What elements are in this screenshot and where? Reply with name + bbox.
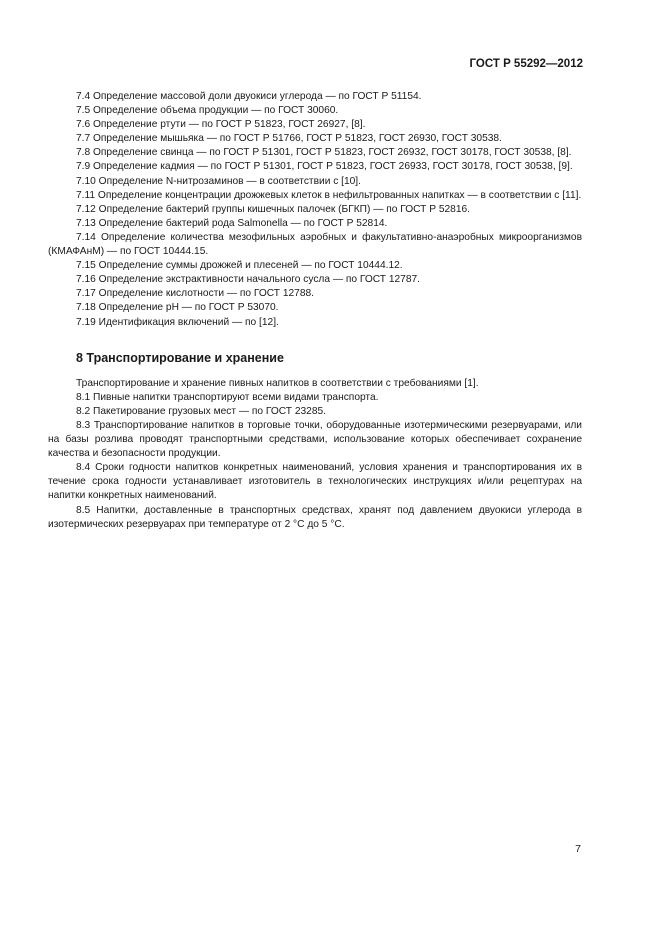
section-heading: 8 Транспортирование и хранение (76, 350, 284, 365)
list-item: 7.8 Определение свинца — по ГОСТ Р 51301, ГОСТ Р 51823, ГОСТ 26932, ГОСТ 30178, ГОСТ 30538, [8]. (76, 147, 572, 159)
list-item: 7.15 Определение суммы дрожжей и плесеней — по ГОСТ 10444.12. (76, 260, 403, 272)
list-item: 7.7 Определение мышьяка — по ГОСТ Р 51766, ГОСТ Р 51823, ГОСТ 26930, ГОСТ 30538. (76, 133, 502, 145)
list-item: 7.11 Определение концентрации дрожжевых клеток в нефильтрованных напитках — в соответствии с [11]. (76, 189, 582, 201)
paragraph: Транспортирование и хранение пивных напитков в соответствии с требованиями [1]. (76, 377, 479, 389)
document-body (48, 90, 582, 532)
paragraph: 8.5 Напитки, доставленные в транспортных средствах, хранят под давлением двуокиси углерода в изотермических резервуарах при температуре от 2 °С до 5 °С. (48, 504, 582, 530)
list-item: 7.13 Определение бактерий рода Salmonella — по ГОСТ Р 52814. (76, 217, 388, 229)
list-item: 7.6 Определение ртути — по ГОСТ Р 51823, ГОСТ 26927, [8]. (76, 119, 366, 131)
document-header: ГОСТ Р 55292—2012 (469, 58, 583, 70)
list-item: 7.4 Определение массовой доли двуокиси углерода — по ГОСТ Р 51154. (76, 91, 422, 102)
paragraph: 8.3 Транспортирование напитков в торговые точки, оборудованные изотермическими резервуарами, или на базы розлива проводят транспортными средствами, использование которых обеспечивает сохранение качества и безопасности продукции. (48, 419, 582, 460)
list-item: 7.9 Определение кадмия — по ГОСТ Р 51301, ГОСТ Р 51823, ГОСТ 26933, ГОСТ 30178, ГОСТ 30538, [9]. (76, 161, 573, 173)
paragraph: 8.2 Пакетирование грузовых мест — по ГОСТ 23285. (76, 405, 326, 417)
list-item: 7.12 Определение бактерий группы кишечных палочек (БГКП) — по ГОСТ Р 52816. (76, 203, 470, 215)
list-item: 7.18 Определение pH — по ГОСТ Р 53070. (76, 302, 279, 314)
list-item: 7.14 Определение количества мезофильных аэробных и факультативно-анаэробных микроорганизмов (КМАФАнМ) — по ГОСТ 10444.15. (48, 231, 582, 258)
list-item: 7.16 Определение экстрактивности начального сусла — по ГОСТ 12787. (76, 274, 420, 286)
list-item: 7.17 Определение кислотности — по ГОСТ 12788. (76, 288, 315, 300)
paragraph: 8.1 Пивные напитки транспортируют всеми видами транспорта. (76, 391, 379, 403)
list-item: 7.10 Определение N-нитрозаминов — в соответствии с [10]. (76, 175, 361, 187)
page-number: 7 (575, 843, 581, 855)
list-item: 7.19 Идентификация включений — по [12]. (76, 316, 279, 328)
list-item: 7.5 Определение объема продукции — по ГОСТ 30060. (76, 105, 339, 117)
paragraph: 8.4 Сроки годности напитков конкретных наименований, условия хранения и транспортирования их в течение срока годности устанавливает изготовитель в технологических инструкциях и/или рецептурах на напитки конкретных наименований. (48, 462, 582, 502)
